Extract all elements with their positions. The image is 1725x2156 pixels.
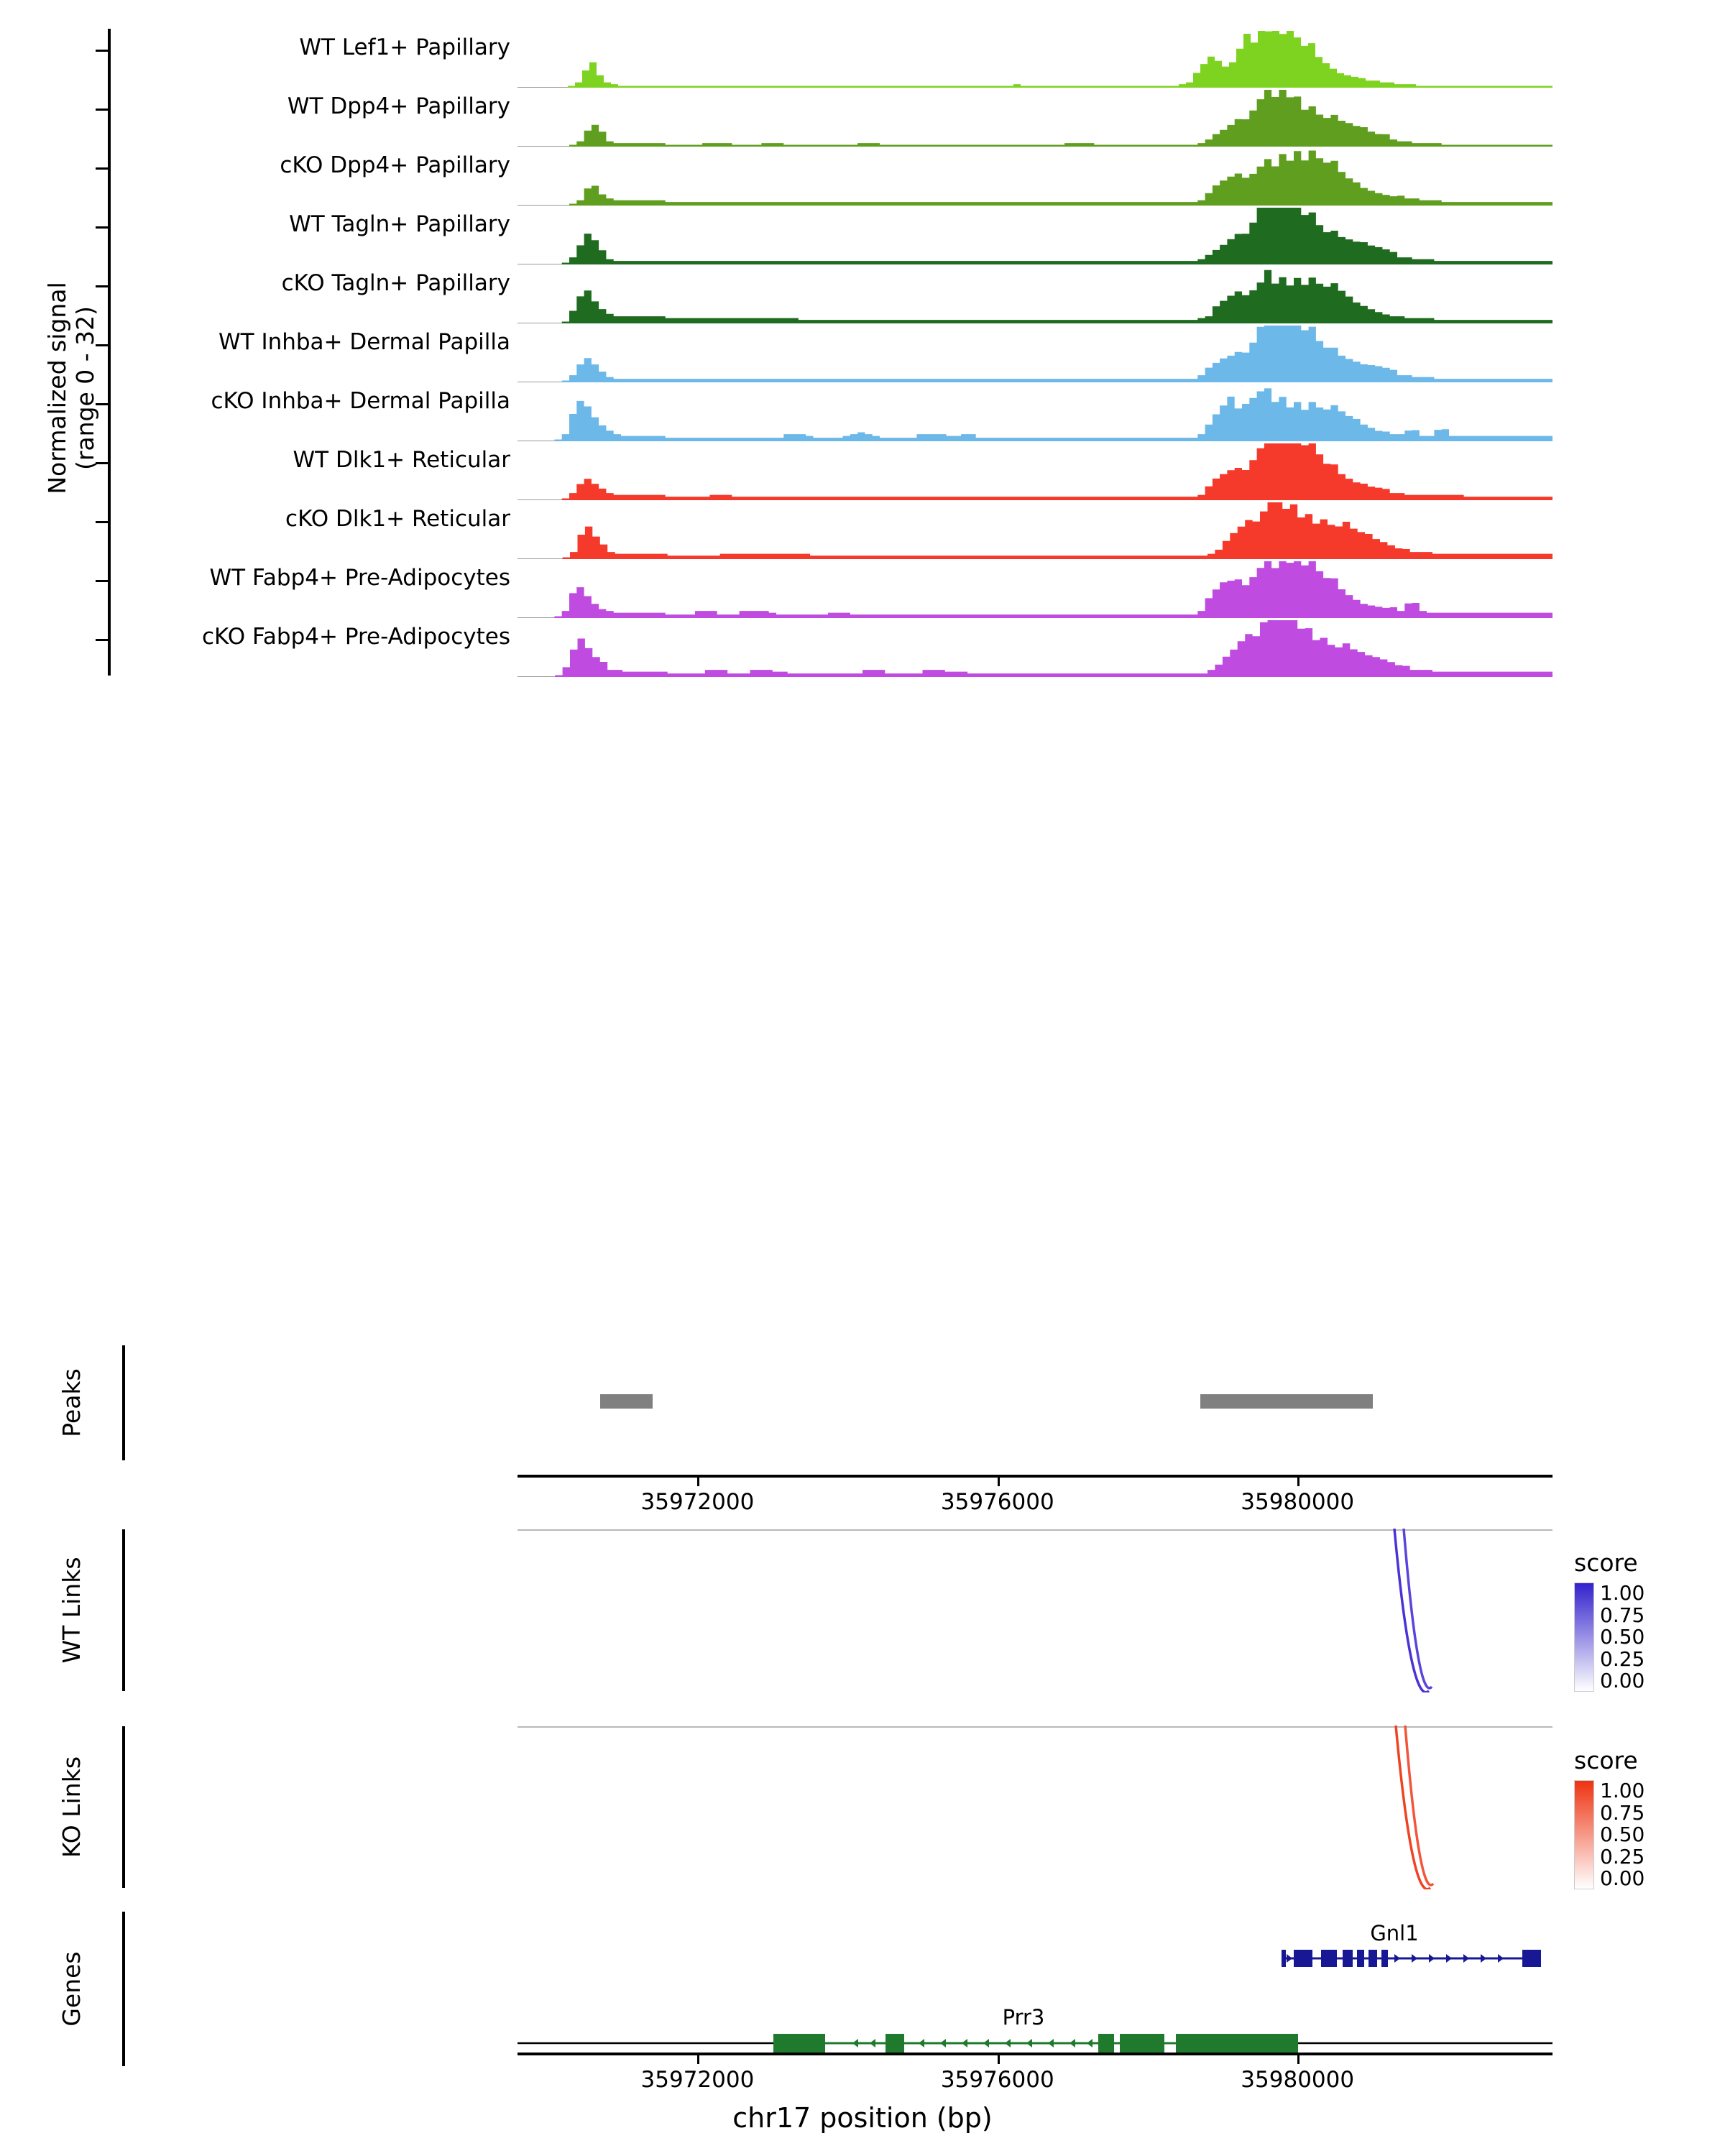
coverage-track bbox=[211, 382, 1552, 441]
y-axis-label-line1: Normalized signal bbox=[43, 282, 71, 494]
track-label: cKO Dpp4+ Papillary bbox=[280, 152, 510, 178]
track-label: WT Tagln+ Papillary bbox=[289, 211, 510, 237]
peaks-label-text: Peaks bbox=[58, 1368, 86, 1437]
ko-links-legend-gradient bbox=[1574, 1780, 1594, 1889]
track-label: WT Inhba+ Dermal Papilla bbox=[218, 329, 510, 355]
track-label: WT Dpp4+ Papillary bbox=[287, 93, 510, 119]
legend-tick: 0.25 bbox=[1600, 1844, 1645, 1869]
peaks-section-label bbox=[58, 1345, 86, 1460]
gene-model-gnl1 bbox=[518, 1944, 1552, 1973]
legend-tick: 0.25 bbox=[1600, 1646, 1645, 1671]
axis-tick-label: 35972000 bbox=[640, 1489, 755, 1515]
axis-tick-label: 35976000 bbox=[940, 1489, 1054, 1515]
gene-label-gnl1: Gnl1 bbox=[1370, 1921, 1419, 1945]
legend-tick: 1.00 bbox=[1600, 1779, 1645, 1802]
track-label: cKO Dlk1+ Reticular bbox=[285, 506, 510, 532]
track-signal-area bbox=[518, 559, 1552, 618]
coverage-track bbox=[280, 147, 1552, 206]
ko-links-legend-title: score bbox=[1574, 1746, 1638, 1774]
track-signal-area bbox=[518, 264, 1552, 323]
track-signal-area bbox=[518, 29, 1552, 88]
legend-tick: 0.50 bbox=[1600, 1625, 1645, 1649]
track-label: WT Lef1+ Papillary bbox=[299, 34, 510, 60]
ko-links-section-label bbox=[58, 1726, 86, 1888]
coverage-track bbox=[209, 559, 1552, 618]
coverage-track bbox=[218, 323, 1552, 382]
coverage-track bbox=[289, 206, 1552, 264]
peaks-track bbox=[518, 1394, 1552, 1416]
wt-links-arcs bbox=[518, 1527, 1552, 1692]
legend-tick: 0.75 bbox=[1600, 1603, 1645, 1627]
track-label: WT Dlk1+ Reticular bbox=[293, 447, 510, 473]
axis-tick-label: 35972000 bbox=[640, 2067, 755, 2093]
wt-links-label-text: WT Links bbox=[58, 1557, 86, 1664]
coverage-track bbox=[202, 618, 1552, 677]
track-signal-area bbox=[518, 206, 1552, 264]
lower-axis-line bbox=[518, 2053, 1552, 2055]
ko-links-legend bbox=[1574, 1746, 1644, 1889]
axis-tick-label: 35976000 bbox=[940, 2067, 1054, 2093]
wt-links-legend bbox=[1574, 1549, 1644, 1692]
coverage-track bbox=[285, 500, 1552, 559]
legend-tick: 0.50 bbox=[1600, 1823, 1645, 1846]
ko-links-label-text: KO Links bbox=[58, 1756, 86, 1858]
legend-tick: 0.00 bbox=[1600, 1669, 1645, 1692]
track-label: cKO Fabp4+ Pre-Adipocytes bbox=[202, 624, 510, 650]
x-axis-title: chr17 position (bp) bbox=[732, 2102, 993, 2134]
track-label: cKO Inhba+ Dermal Papilla bbox=[211, 388, 510, 414]
axis-tick bbox=[1297, 2055, 1300, 2064]
track-signal-area bbox=[518, 147, 1552, 206]
axis-tick bbox=[998, 2055, 1000, 2064]
ko-links-axis-rule bbox=[122, 1726, 125, 1888]
legend-tick: 1.00 bbox=[1600, 1581, 1645, 1605]
peaks-axis-rule bbox=[122, 1345, 125, 1460]
axis-tick-label: 35980000 bbox=[1241, 1489, 1355, 1515]
track-label: WT Fabp4+ Pre-Adipocytes bbox=[209, 565, 510, 591]
peak-region bbox=[1200, 1394, 1373, 1409]
ko-links-legend-ticks bbox=[1600, 1781, 1644, 1889]
coverage-track bbox=[299, 29, 1552, 88]
coverage-track bbox=[293, 441, 1552, 500]
peak-region bbox=[600, 1394, 653, 1409]
track-label: cKO Tagln+ Papillary bbox=[281, 270, 510, 296]
track-signal-area bbox=[518, 88, 1552, 147]
genes-axis-rule bbox=[122, 1912, 125, 2066]
wt-links-legend-title: score bbox=[1574, 1549, 1638, 1577]
signal-axis-tick bbox=[96, 50, 109, 52]
wt-links-legend-gradient bbox=[1574, 1583, 1594, 1692]
axis-tick bbox=[697, 2055, 699, 2064]
genes-section-label bbox=[58, 1912, 86, 2066]
axis-tick bbox=[998, 1478, 1000, 1486]
legend-tick: 0.75 bbox=[1600, 1800, 1645, 1825]
signal-axis-rule bbox=[108, 29, 111, 676]
track-signal-area bbox=[518, 618, 1552, 677]
track-signal-area bbox=[518, 500, 1552, 559]
y-axis-label-line2: (range 0 - 32) bbox=[71, 305, 99, 471]
coverage-track bbox=[281, 264, 1552, 323]
axis-tick-label: 35980000 bbox=[1241, 2067, 1355, 2093]
wt-links-legend-ticks bbox=[1600, 1583, 1644, 1691]
axis-tick bbox=[697, 1478, 699, 1486]
gene-label-prr3: Prr3 bbox=[1002, 2005, 1045, 2030]
y-axis-label bbox=[43, 65, 99, 711]
track-signal-area bbox=[518, 441, 1552, 500]
legend-tick: 0.00 bbox=[1600, 1866, 1645, 1890]
wt-links-axis-rule bbox=[122, 1529, 125, 1691]
wt-links-section-label bbox=[58, 1529, 86, 1691]
ko-links-arcs bbox=[518, 1724, 1552, 1889]
coverage-track bbox=[287, 88, 1552, 147]
genes-label-text: Genes bbox=[58, 1951, 86, 2027]
track-signal-area bbox=[518, 323, 1552, 382]
track-signal-area bbox=[518, 382, 1552, 441]
axis-tick bbox=[1297, 1478, 1300, 1486]
upper-axis-line bbox=[518, 1475, 1552, 1478]
